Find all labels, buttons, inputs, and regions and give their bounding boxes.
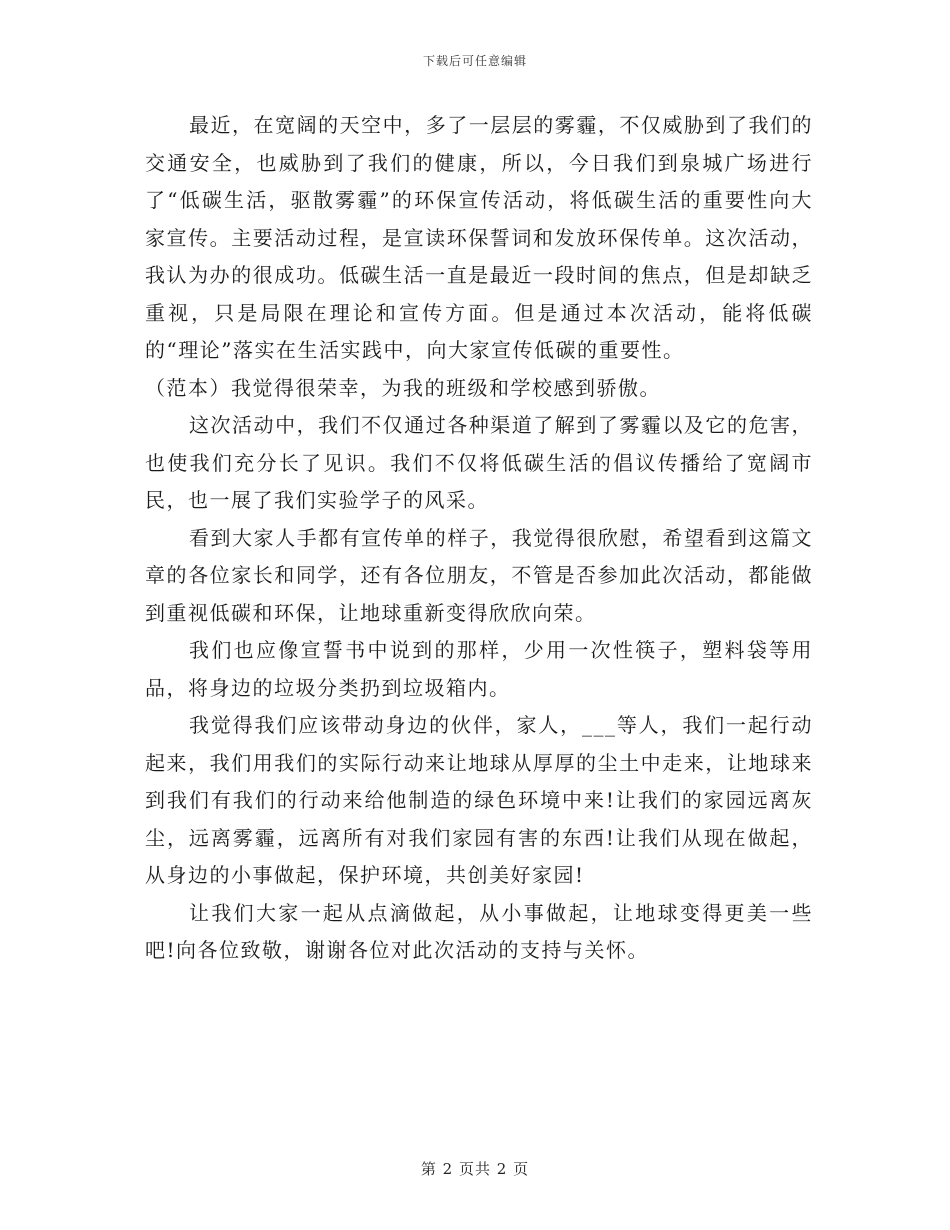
paragraph-3: 这次活动中，我们不仅通过各种渠道了解到了雾霾以及它的危害，也使我们充分长了见识。我们不仅将低碳生活的倡议传播给了宽阔市民，也一展了我们实验学子的风采。	[145, 413, 813, 512]
paragraph-2: （范本）我觉得很荣幸，为我的班级和学校感到骄傲。	[145, 375, 661, 400]
paragraph-5: 我们也应像宣誓书中说到的那样，少用一次性筷子，塑料袋等用品，将身边的垃圾分类扔到垃圾箱内。	[145, 638, 813, 700]
paragraph-7: 让我们大家一起从点滴做起，从小事做起，让地球变得更美一些吧!向各位致敬，谢谢各位对此次活动的支持与关怀。	[145, 900, 813, 962]
page-footer: 第 2 页共 2 页	[420, 1160, 530, 1178]
document-body	[145, 107, 813, 970]
paragraph-1: 最近，在宽阔的天空中，多了一层层的雾霾，不仅威胁到了我们的交通安全，也威胁到了我们的健康，所以，今日我们到泉城广场进行了“低碳生活，驱散雾霾”的环保宣传活动，将低碳生活的重要性向大家宣传。主要活动过程，是宣读环保誓词和发放环保传单。这次活动，我认为办的很成功。低碳生活一直是最近一段时间的焦点，但是却缺乏重视，只是局限在理论和宣传方面。但是通过本次活动，能将低碳的“理论”落实在生活实践中，向大家宣传低碳的重要性。	[145, 113, 813, 362]
paragraph-4: 看到大家人手都有宣传单的样子，我觉得很欣慰，希望看到这篇文章的各位家长和同学，还有各位朋友，不管是否参加此次活动，都能做到重视低碳和环保，让地球重新变得欣欣向荣。	[145, 525, 813, 625]
paragraph-6: 我觉得我们应该带动身边的伙伴，家人，___等人，我们一起行动起来，我们用我们的实际行动来让地球从厚厚的尘土中走来，让地球来到我们有我们的行动来给他制造的绿色环境中来!让我们的家园远离灰尘，远离雾霾，远离所有对我们家园有害的东西!让我们从现在做起，从身边的小事做起，保护环境，共创美好家园!	[145, 713, 813, 887]
page-header: 下载后可任意编辑	[422, 54, 527, 68]
